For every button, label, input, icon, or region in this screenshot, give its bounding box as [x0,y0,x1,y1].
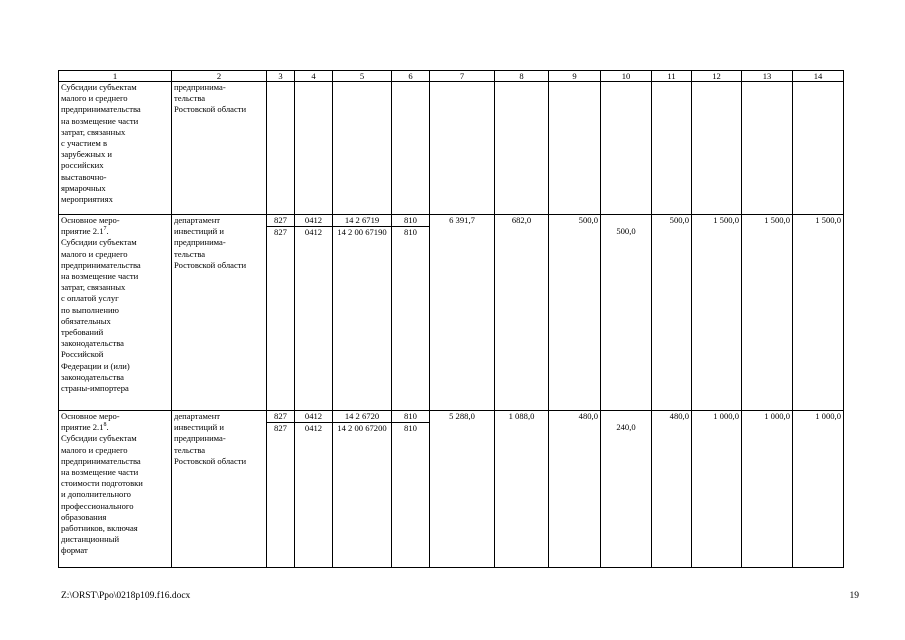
csr-code [333,215,392,411]
table-row [59,411,844,568]
year-value: 1 000,0 [793,411,844,568]
year-value: 682,0 [495,215,549,411]
col-header: 5 [333,71,392,82]
table-row [59,82,844,215]
budget-table [58,70,844,568]
code-value: 810 [392,226,429,238]
year-value: 1 500,0 [742,215,793,411]
col-header: 10 [601,71,652,82]
code-value: 0412 [304,215,323,225]
measure-title: Основное меро- приятие 2.1 [61,215,120,237]
year-value: 480,0 [549,411,601,568]
vr-code [392,411,430,568]
year-value: 1 088,0 [495,411,549,568]
cell-empty [495,82,549,215]
measure-description: . Субсидии субъектам малого и среднего предпринимательства на возмещение части затрат, связанных с оплатой услуг по выполнению обязательных требований законодательства Российской Федерации и (или) законодательства страны-импортера [61,226,141,394]
measure-title: Основное меро- приятие 2.1 [61,411,120,433]
measure-description: . Субсидии субъектам малого и среднего предпринимательства на возмещение части стоимости подготовки и дополнительного профессионального образования работников, включая дистанционный формат [61,422,143,556]
cell-empty [652,82,692,215]
code-value: 14 2 6719 [344,215,380,225]
code-value: 14 2 6720 [344,411,380,421]
col-header: 8 [495,71,549,82]
footer-page-number: 19 [849,591,859,601]
col-header: 11 [652,71,692,82]
executor: департамент инвестиций и предпринима- тельства Ростовской области [172,411,267,568]
col-header: 12 [692,71,742,82]
code-value: 810 [404,411,417,421]
col-header: 3 [267,71,295,82]
cell-empty [692,82,742,215]
table-row [59,215,844,411]
code-value: 827 [267,422,294,434]
code-value: 827 [274,411,287,421]
year-value: 1 000,0 [692,411,742,568]
year-value: 1 500,0 [692,215,742,411]
col-header: 9 [549,71,601,82]
code-value: 0412 [295,422,332,434]
code-value: 810 [392,422,429,434]
year-value: 1 000,0 [742,411,793,568]
rzpr-code [295,215,333,411]
footnote-ref: 8 [103,422,107,429]
code-value: 14 2 00 67190 [333,226,391,238]
cell-value: 500,0 [616,226,636,236]
cell-empty [267,82,295,215]
col-header: 6 [392,71,430,82]
cell-empty [333,82,392,215]
col-header: 1 [59,71,172,82]
total-value: 5 288,0 [430,411,495,568]
code-value: 14 2 00 67200 [333,422,391,434]
grbs-code [267,215,295,411]
vr-code [392,215,430,411]
header-row [59,71,844,82]
footnote-ref: 7 [103,226,107,233]
grbs-code [267,411,295,568]
cell-empty [742,82,793,215]
cell-empty [295,82,333,215]
cell-empty [430,82,495,215]
cell-empty [549,82,601,215]
executor: департамент инвестиций и предпринима- тельства Ростовской области [172,215,267,411]
cell-empty [601,82,652,215]
year-value [601,215,652,411]
year-value: 480,0 [652,411,692,568]
col-header: 2 [172,71,267,82]
executor: предпринима- тельства Ростовской области [172,82,267,215]
cell-value: 240,0 [616,422,636,432]
col-header: 7 [430,71,495,82]
measure-name [59,215,172,411]
col-header: 4 [295,71,333,82]
col-header: 13 [742,71,793,82]
year-value: 500,0 [652,215,692,411]
total-value: 6 391,7 [430,215,495,411]
code-value: 827 [267,226,294,238]
cell-empty [793,82,844,215]
year-value [601,411,652,568]
rzpr-code [295,411,333,568]
measure-name [59,411,172,568]
footer-file-path: Z:\ORST\Ppo\0218p109.f16.docx [61,591,191,601]
code-value: 0412 [295,226,332,238]
col-header: 14 [793,71,844,82]
code-value: 827 [274,215,287,225]
cell-empty [392,82,430,215]
year-value: 1 500,0 [793,215,844,411]
year-value: 500,0 [549,215,601,411]
code-value: 0412 [304,411,323,421]
code-value: 810 [404,215,417,225]
csr-code [333,411,392,568]
measure-name: Субсидии субъектам малого и среднего предпринимательства на возмещение части затрат, связанных с участием в зарубежных и российских выставочно- ярмарочных мероприятиях [59,82,172,215]
